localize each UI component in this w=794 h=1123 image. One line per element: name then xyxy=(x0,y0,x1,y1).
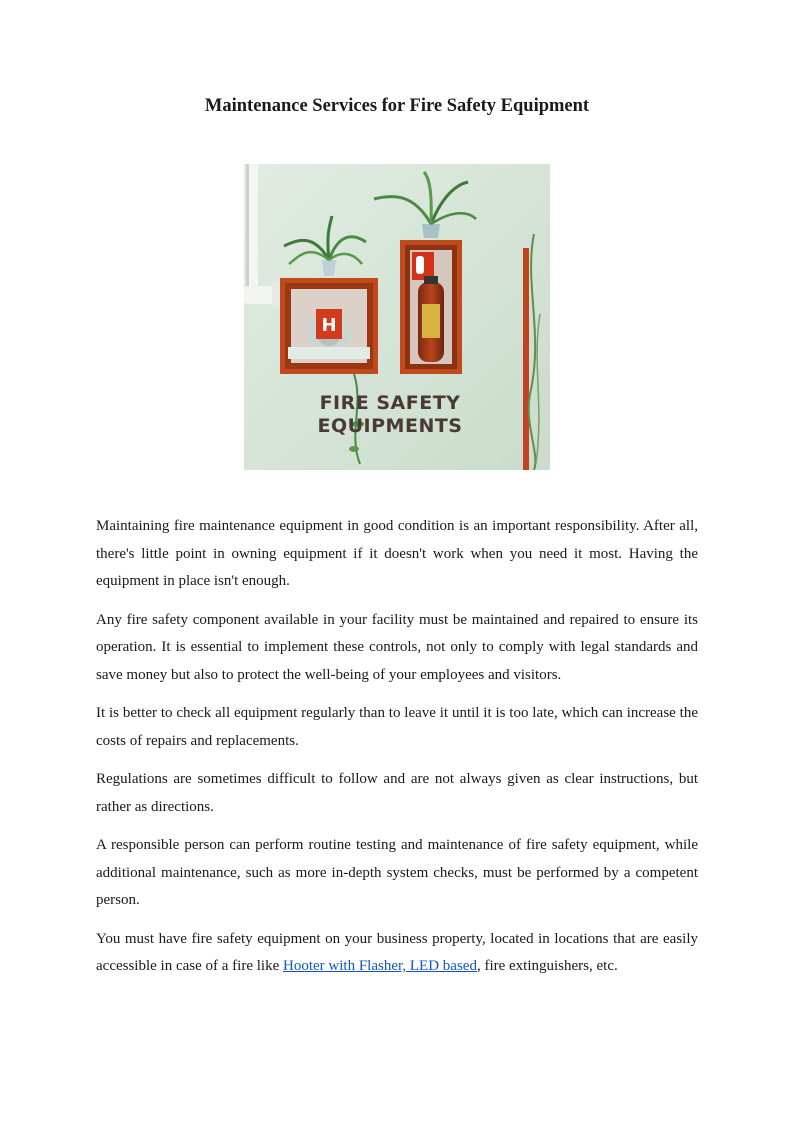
hose-reel-cabinet xyxy=(280,278,378,374)
hooter-product-link[interactable]: Hooter with Flasher, LED based xyxy=(283,958,477,974)
extinguisher-cabinet xyxy=(400,240,462,374)
paragraph: Regulations are sometimes difficult to follow and are not always given as clear instructions, but rather as directions. xyxy=(96,771,698,815)
image-overlay-line1: FIRE SAFETY xyxy=(319,392,461,414)
paragraph: It is better to check all equipment regularly than to leave it until it is too late, which can increase the costs of repairs and replacements. xyxy=(96,705,698,749)
article-body xyxy=(96,513,698,992)
paragraph-with-link xyxy=(96,926,698,981)
paragraph: A responsible person can perform routine testing and maintenance of fire safety equipment, while additional maintenance, such as more in-depth system checks, must be performed by a competent person. xyxy=(96,837,698,908)
paragraph-text: , fire extinguishers, etc. xyxy=(476,958,618,974)
image-overlay-line2: EQUIPMENTS xyxy=(317,415,463,437)
svg-text:H: H xyxy=(321,315,337,336)
page-title: Maintenance Services for Fire Safety Equipment xyxy=(204,96,590,116)
paragraph-text: You must have fire safety equipment on your business property, located in locations that are easily accessible in case of a fire like xyxy=(96,930,698,974)
fire-safety-photo xyxy=(244,164,550,470)
paragraph: Maintaining fire maintenance equipment in good condition is an important responsibility. After all, there's little point in owning equipment if it doesn't work when you need it most. Having the equipment in place isn't enough. xyxy=(96,518,698,589)
paragraph: Any fire safety component available in your facility must be maintained and repaired to ensure its operation. It is essential to implement these controls, not only to comply with legal standards and save money but also to protect the well-being of your employees and visitors. xyxy=(96,611,698,683)
